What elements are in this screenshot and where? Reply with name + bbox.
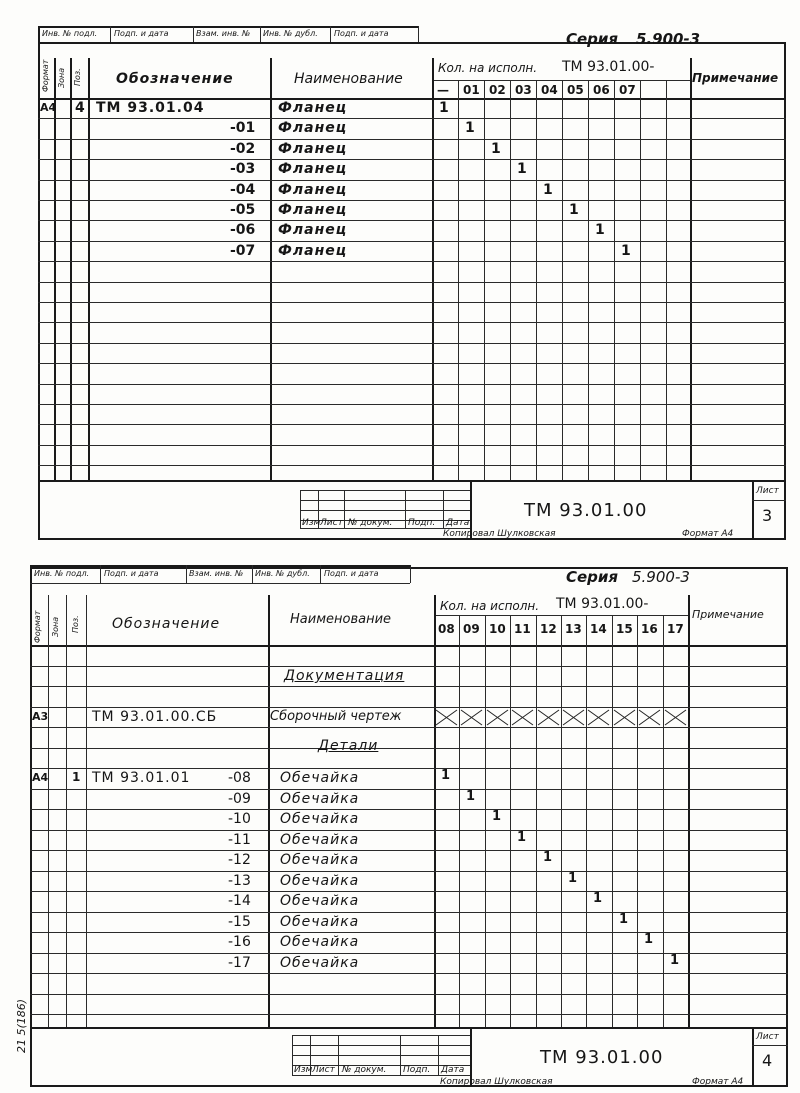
row-qty: 1 bbox=[492, 809, 502, 824]
col-name: Наименование bbox=[294, 71, 403, 87]
row-designation: ТМ 93.01.04 bbox=[96, 100, 205, 116]
row-format: А4 bbox=[32, 771, 49, 784]
row-qty: 1 bbox=[670, 953, 680, 968]
row-name: Обечайка bbox=[280, 873, 360, 889]
row-name: Фланец bbox=[278, 161, 348, 177]
tb-data: Дата bbox=[446, 518, 470, 528]
qty-label: Кол. на исполн. bbox=[440, 599, 540, 613]
row-name: Фланец bbox=[278, 120, 348, 136]
row-qty: 1 bbox=[568, 871, 578, 886]
qty-col-header: 12 bbox=[540, 622, 557, 636]
tb-list: Лист bbox=[320, 518, 343, 528]
qty-col-header: 07 bbox=[619, 83, 636, 97]
row-name: Обечайка bbox=[280, 770, 360, 786]
row-pos: 4 bbox=[75, 100, 85, 116]
col-format: Формат bbox=[41, 59, 50, 92]
row-qty: 1 bbox=[593, 891, 603, 906]
stamp-vzam-inv: Взам. инв. № bbox=[189, 569, 244, 578]
qty-col-header: 02 bbox=[489, 83, 506, 97]
qty-col-header: 11 bbox=[514, 622, 531, 636]
stamp-podp-data-2: Подп. и дата bbox=[334, 29, 389, 38]
qty-col-header: 01 bbox=[463, 83, 480, 97]
not-applicable-cross-icon bbox=[460, 709, 483, 726]
qty-col-header: 09 bbox=[463, 622, 480, 636]
row-suffix: -16 bbox=[228, 934, 251, 950]
row-qty: 1 bbox=[491, 141, 501, 157]
row-suffix: -13 bbox=[228, 873, 251, 889]
tb-izm: Изм bbox=[294, 1065, 313, 1075]
row-suffix: -11 bbox=[228, 832, 251, 848]
section-docs-heading: Документация bbox=[284, 668, 405, 684]
row-name: Фланец bbox=[278, 100, 348, 116]
sheet-number: 3 bbox=[762, 506, 773, 525]
row-suffix: -15 bbox=[228, 914, 251, 930]
row-qty: 1 bbox=[543, 850, 553, 865]
not-applicable-cross-icon bbox=[664, 709, 687, 726]
sheet-number: 4 bbox=[762, 1051, 773, 1070]
qty-prefix: ТМ 93.01.00- bbox=[562, 59, 655, 75]
series-value: 5.900-3 bbox=[632, 568, 690, 586]
doc-code: ТМ 93.01.00 bbox=[524, 500, 648, 521]
not-applicable-cross-icon bbox=[486, 709, 509, 726]
section-parts-heading: Детали bbox=[318, 738, 379, 754]
row-qty: 1 bbox=[517, 161, 527, 177]
qty-col-header: 17 bbox=[667, 622, 684, 636]
qty-col-header: 13 bbox=[565, 622, 582, 636]
row-name: Сборочный чертеж bbox=[270, 709, 402, 724]
spec-sheet-4 bbox=[0, 545, 800, 1093]
stamp-inv-podl: Инв. № подл. bbox=[42, 29, 98, 38]
qty-col-header: 06 bbox=[593, 83, 610, 97]
copied-by: Копировал Шулковская bbox=[440, 1077, 553, 1087]
row-name: Фланец bbox=[278, 222, 348, 238]
row-suffix: -04 bbox=[230, 182, 256, 198]
row-name: Обечайка bbox=[280, 832, 360, 848]
row-name: Фланец bbox=[278, 182, 348, 198]
not-applicable-cross-icon bbox=[511, 709, 534, 726]
row-name: Обечайка bbox=[280, 934, 360, 950]
tb-sheet-label: Лист bbox=[756, 486, 779, 496]
stamp-inv-dubl: Инв. № дубл. bbox=[263, 29, 318, 38]
row-suffix: -02 bbox=[230, 141, 256, 157]
qty-col-header: 03 bbox=[515, 83, 532, 97]
col-name: Наименование bbox=[290, 612, 392, 627]
row-name: Фланец bbox=[278, 243, 348, 259]
col-format: Формат bbox=[33, 610, 42, 643]
series-label: Серия bbox=[566, 30, 619, 48]
col-pos: Поз. bbox=[73, 68, 82, 86]
tb-doc: № докум. bbox=[348, 518, 393, 528]
spec-sheet-3 bbox=[0, 0, 800, 545]
row-name: Обечайка bbox=[280, 893, 360, 909]
tb-doc: № докум. bbox=[342, 1065, 387, 1075]
qty-prefix: ТМ 93.01.00- bbox=[556, 596, 649, 612]
tb-data: Дата bbox=[441, 1065, 465, 1075]
row-qty: 1 bbox=[439, 100, 449, 116]
col-note: Примечание bbox=[692, 71, 779, 85]
stamp-inv-dubl: Инв. № дубл. bbox=[255, 569, 310, 578]
tb-podp: Подп. bbox=[408, 518, 436, 528]
row-name: Обечайка bbox=[280, 811, 360, 827]
qty-col-header: 10 bbox=[489, 622, 506, 636]
row-qty: 1 bbox=[465, 120, 475, 136]
row-format: А3 bbox=[32, 710, 49, 723]
tb-sheet-label: Лист bbox=[756, 1032, 779, 1042]
row-qty: 1 bbox=[441, 768, 451, 783]
tb-list: Лист bbox=[312, 1065, 335, 1075]
tb-izm: Изм bbox=[302, 518, 321, 528]
row-suffix: -07 bbox=[230, 243, 256, 259]
row-qty: 1 bbox=[466, 789, 476, 804]
qty-col-header: 14 bbox=[590, 622, 607, 636]
row-name: Обечайка bbox=[280, 791, 360, 807]
series-label: Серия bbox=[566, 568, 619, 586]
paper-format: Формат А4 bbox=[682, 529, 734, 539]
row-suffix: -01 bbox=[230, 120, 256, 136]
qty-col-header: — bbox=[437, 83, 449, 97]
stamp-vzam-inv: Взам. инв. № bbox=[196, 29, 251, 38]
not-applicable-cross-icon bbox=[638, 709, 661, 726]
row-qty: 1 bbox=[543, 182, 553, 198]
row-name: Обечайка bbox=[280, 852, 360, 868]
row-format: А4 bbox=[40, 101, 57, 114]
col-designation: Обозначение bbox=[112, 616, 221, 632]
not-applicable-cross-icon bbox=[435, 709, 458, 726]
doc-code: ТМ 93.01.00 bbox=[540, 1047, 664, 1068]
not-applicable-cross-icon bbox=[562, 709, 585, 726]
qty-col-header: 04 bbox=[541, 83, 558, 97]
row-suffix: -08 bbox=[228, 770, 251, 786]
qty-label: Кол. на исполн. bbox=[438, 61, 538, 75]
row-suffix: -12 bbox=[228, 852, 251, 868]
col-zone: Зона bbox=[57, 67, 66, 88]
not-applicable-cross-icon bbox=[587, 709, 610, 726]
stamp-podp-data: Подп. и дата bbox=[114, 29, 169, 38]
col-note: Примечание bbox=[692, 608, 764, 621]
row-qty: 1 bbox=[621, 243, 631, 259]
row-suffix: -17 bbox=[228, 955, 251, 971]
qty-col-header: 05 bbox=[567, 83, 584, 97]
qty-col-header: 15 bbox=[616, 622, 633, 636]
stamp-podp-data: Подп. и дата bbox=[104, 569, 159, 578]
row-name: Обечайка bbox=[280, 914, 360, 930]
not-applicable-cross-icon bbox=[613, 709, 636, 726]
row-suffix: -14 bbox=[228, 893, 251, 909]
row-qty: 1 bbox=[595, 222, 605, 238]
row-suffix: -06 bbox=[230, 222, 256, 238]
row-designation: ТМ 93.01.01 bbox=[92, 770, 191, 786]
row-designation: ТМ 93.01.00.СБ bbox=[92, 709, 218, 725]
row-qty: 1 bbox=[619, 912, 629, 927]
stamp-podp-data-2: Подп. и дата bbox=[324, 569, 379, 578]
margin-note: 21 5(186) bbox=[15, 998, 28, 1053]
row-qty: 1 bbox=[569, 202, 579, 218]
qty-col-header: 08 bbox=[438, 622, 455, 636]
paper-format: Формат А4 bbox=[692, 1077, 744, 1087]
tb-podp: Подп. bbox=[403, 1065, 431, 1075]
row-name: Фланец bbox=[278, 141, 348, 157]
col-zone: Зона bbox=[51, 616, 60, 637]
series-value: 5.900-3 bbox=[636, 30, 701, 48]
row-suffix: -03 bbox=[230, 161, 256, 177]
qty-col-header: 16 bbox=[641, 622, 658, 636]
row-suffix: -10 bbox=[228, 811, 251, 827]
not-applicable-cross-icon bbox=[537, 709, 560, 726]
row-suffix: -05 bbox=[230, 202, 256, 218]
row-pos: 1 bbox=[72, 770, 81, 784]
row-qty: 1 bbox=[517, 830, 527, 845]
stamp-inv-podl: Инв. № подл. bbox=[34, 569, 90, 578]
copied-by: Копировал Шулковская bbox=[443, 529, 556, 539]
row-suffix: -09 bbox=[228, 791, 251, 807]
col-designation: Обозначение bbox=[116, 71, 234, 87]
row-qty: 1 bbox=[644, 932, 654, 947]
row-name: Фланец bbox=[278, 202, 348, 218]
row-name: Обечайка bbox=[280, 955, 360, 971]
col-pos: Поз. bbox=[71, 615, 80, 633]
